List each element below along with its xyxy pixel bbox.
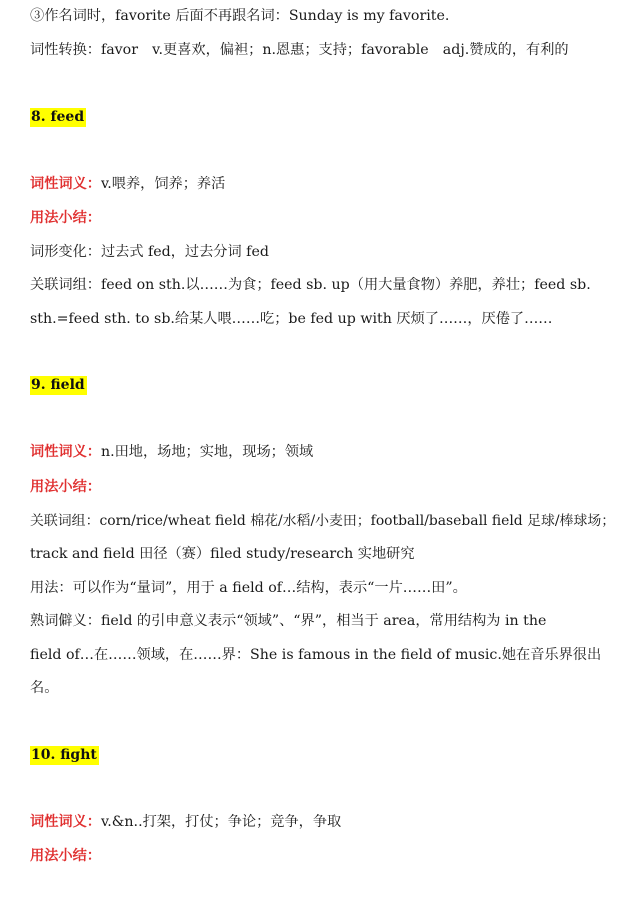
text-line: 名。: [30, 680, 59, 696]
pos-label: 词性词义：: [30, 814, 101, 830]
section-heading-fight: 10. fight: [31, 747, 97, 763]
pos-label: 词性词义：: [30, 444, 101, 460]
usage-label: 用法小结：: [30, 479, 101, 495]
usage-label: 用法小结：: [30, 848, 101, 864]
pos-label: 词性词义：: [30, 176, 101, 192]
text-line: sth.=feed sth. to sb.给某人喂……吃；be fed up with 厌烦了……，厌倦了……: [30, 311, 553, 327]
section-heading-feed: 8. feed: [31, 109, 85, 125]
text-line: ③作名词时，favorite 后面不再跟名词：Sunday is my favorite.: [30, 8, 450, 24]
pos-line: [30, 442, 313, 462]
text-line: 关联词组：feed on sth.以……为食；feed sb. up（用大量食物）养肥，养壮；feed sb.: [30, 277, 591, 293]
pos-value: v.喂养，饲养；养活: [100, 176, 226, 192]
pos-line: [30, 174, 225, 194]
text-line: 词形变化：过去式 fed，过去分词 fed: [30, 244, 269, 260]
pos-line: [30, 812, 341, 832]
text-line: track and field 田径（赛）filed study/research 实地研究: [30, 546, 415, 562]
text-line: 关联词组：corn/rice/wheat field 棉花/水稻/小麦田；football/baseball field 足球/棒球场；: [30, 513, 616, 529]
text-line: 用法：可以作为“量词”，用于 a field of…结构，表示“一片……田”。: [30, 580, 467, 596]
text-line: 词性转换：favor v.更喜欢，偏袒；n.恩惠；支持；favorable adj.赞成的，有利的: [30, 42, 569, 58]
usage-label: 用法小结：: [30, 210, 101, 226]
pos-value: n.田地，场地；实地，现场；领域: [100, 444, 314, 460]
text-line: 熟词僻义：field 的引申意义表示“领域”、“界”，相当于 area，常用结构为 in the: [30, 613, 547, 629]
section-heading-field: 9. field: [31, 377, 85, 393]
text-line: field of…在……领域，在……界：She is famous in the field of music.她在音乐界很出: [30, 647, 602, 663]
pos-value: v.&n..打架，打仗；争论；竞争，争取: [100, 814, 342, 830]
